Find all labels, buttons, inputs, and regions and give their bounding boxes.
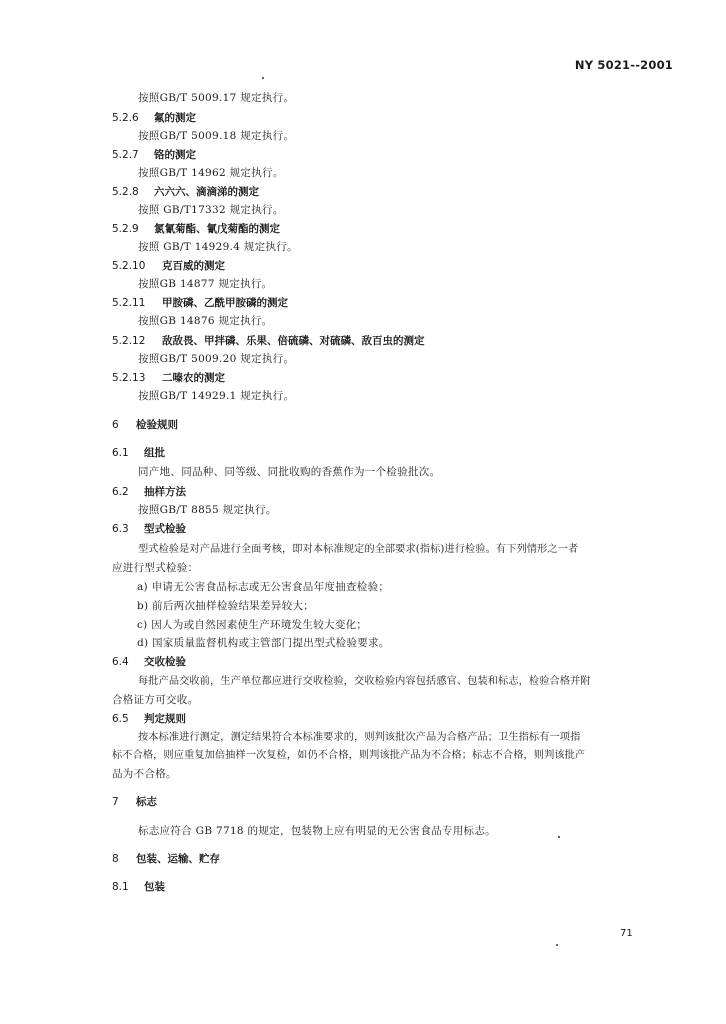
section-title: 包装 bbox=[144, 881, 165, 893]
section-heading bbox=[112, 655, 186, 669]
section-heading bbox=[112, 712, 186, 726]
chapter-title: 包装、运输、贮存 bbox=[136, 853, 220, 865]
section-body: 按照GB/T 5009.17 规定执行。 bbox=[138, 92, 295, 104]
section-title: 克百威的测定 bbox=[162, 260, 225, 272]
list-item: d) 国家质量监督机构或主管部门提出型式检验要求。 bbox=[137, 637, 390, 649]
section-number: 6.1 bbox=[112, 447, 129, 459]
section-heading bbox=[112, 485, 186, 499]
section-number: 6.2 bbox=[112, 486, 129, 498]
section-title: 组批 bbox=[144, 447, 165, 459]
section-body: 按照GB/T 8855 规定执行。 bbox=[138, 504, 277, 516]
section-heading bbox=[112, 185, 259, 199]
section-heading bbox=[112, 446, 165, 460]
section-number: 5.2.13 bbox=[112, 372, 146, 384]
chapter-title: 检验规则 bbox=[136, 419, 178, 431]
scan-speck bbox=[558, 836, 560, 838]
section-heading bbox=[112, 371, 225, 385]
section-title: 二嗪农的测定 bbox=[162, 372, 225, 384]
section-number: 5.2.6 bbox=[112, 112, 139, 124]
section-body: 合格证方可交收。 bbox=[112, 694, 199, 706]
section-body: 应进行型式检验： bbox=[112, 562, 199, 574]
section-number: 5.2.11 bbox=[112, 297, 146, 309]
section-body: 品为不合格。 bbox=[112, 768, 177, 780]
section-title: 型式检验 bbox=[144, 523, 186, 535]
standard-code: NY 5021--2001 bbox=[574, 58, 673, 72]
section-number: 5.2.7 bbox=[112, 149, 139, 161]
list-item: a) 申请无公害食品标志或无公害食品年度抽查检验； bbox=[137, 581, 390, 593]
section-body: 每批产品交收前，生产单位都应进行交收检验，交收检验内容包括感官、包装和标志，检验合格并附 bbox=[138, 676, 591, 687]
chapter-number: 7 bbox=[112, 796, 119, 808]
list-item: c) 因人为或自然因素使生产环境发生较大变化； bbox=[137, 619, 368, 631]
section-title: 交收检验 bbox=[144, 656, 186, 668]
section-number: 8.1 bbox=[112, 881, 129, 893]
section-heading bbox=[112, 222, 280, 236]
section-body: 按照GB/T 14929.1 规定执行。 bbox=[138, 390, 295, 402]
scan-speck bbox=[262, 77, 264, 79]
section-heading bbox=[112, 334, 425, 348]
section-title: 铬的测定 bbox=[154, 149, 196, 161]
chapter-heading bbox=[112, 795, 157, 809]
section-body: 标不合格，则应重复加倍抽样一次复检，如仍不合格，则判该批产品为不合格；标志不合格，则判该批产 bbox=[112, 750, 586, 761]
section-title: 敌敌畏、甲拌磷、乐果、倍硫磷、对硫磷、敌百虫的测定 bbox=[162, 335, 425, 347]
scan-speck bbox=[556, 944, 558, 946]
section-heading bbox=[112, 111, 196, 125]
section-heading bbox=[112, 259, 225, 273]
section-body: 同产地、同品种、同等级、同批收购的香蕉作为一个检验批次。 bbox=[138, 466, 441, 478]
chapter-title: 标志 bbox=[136, 796, 157, 808]
section-heading bbox=[112, 880, 165, 894]
section-title: 氟的测定 bbox=[154, 112, 196, 124]
section-body: 按照GB/T 5009.18 规定执行。 bbox=[138, 130, 295, 142]
section-body: 按照GB 14876 规定执行。 bbox=[138, 315, 273, 327]
section-body: 按照GB 14877 规定执行。 bbox=[138, 278, 273, 290]
section-title: 六六六、滴滴涕的测定 bbox=[154, 186, 259, 198]
chapter-number: 6 bbox=[112, 419, 119, 431]
section-body: 按照 GB/T 14929.4 规定执行。 bbox=[138, 241, 298, 253]
section-heading bbox=[112, 296, 288, 310]
section-title: 氯氰菊酯、氰戊菊酯的测定 bbox=[154, 223, 280, 235]
section-heading bbox=[112, 148, 196, 162]
section-number: 5.2.8 bbox=[112, 186, 139, 198]
chapter-number: 8 bbox=[112, 853, 119, 865]
chapter-heading bbox=[112, 852, 220, 866]
list-item: b) 前后两次抽样检验结果差异较大； bbox=[137, 600, 315, 612]
section-body: 按照 GB/T17332 规定执行。 bbox=[138, 204, 284, 216]
section-number: 6.4 bbox=[112, 656, 129, 668]
section-body: 按照GB/T 14962 规定执行。 bbox=[138, 167, 284, 179]
section-body: 按本标准进行测定，测定结果符合本标准要求的，则判该批次产品为合格产品；卫生指标有一项指 bbox=[138, 732, 581, 743]
chapter-heading bbox=[112, 418, 178, 432]
section-body: 型式检验是对产品进行全面考核，即对本标准规定的全部要求(指标)进行检验。有下列情形之一者 bbox=[138, 544, 579, 555]
section-heading bbox=[112, 522, 186, 536]
page-number: 71 bbox=[620, 928, 633, 939]
section-title: 甲胺磷、乙酰甲胺磷的测定 bbox=[162, 297, 288, 309]
section-body: 按照GB/T 5009.20 规定执行。 bbox=[138, 353, 295, 365]
section-number: 5.2.12 bbox=[112, 335, 146, 347]
section-number: 6.3 bbox=[112, 523, 129, 535]
section-number: 5.2.9 bbox=[112, 223, 139, 235]
section-number: 6.5 bbox=[112, 713, 129, 725]
section-number: 5.2.10 bbox=[112, 260, 146, 272]
section-title: 抽样方法 bbox=[144, 486, 186, 498]
section-title: 判定规则 bbox=[144, 713, 186, 725]
section-body: 标志应符合 GB 7718 的规定，包装物上应有明显的无公害食品专用标志。 bbox=[138, 825, 496, 837]
